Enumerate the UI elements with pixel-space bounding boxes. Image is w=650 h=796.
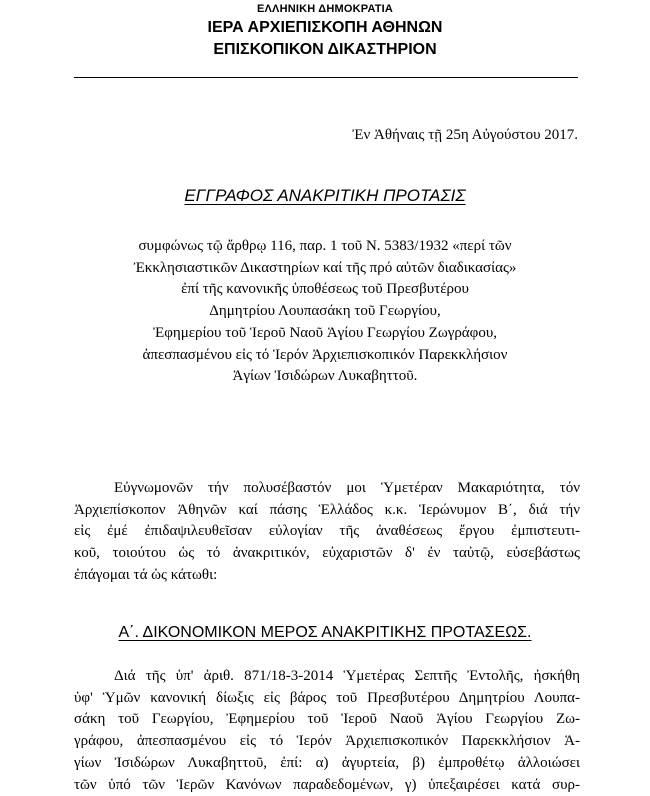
intro-line: εἰς ἐμέ ἐπιδαψιλευθεῖσαν εὐλογίαν τῆς ἀναθέσεως ἔργου ἐμπιστευτι- xyxy=(74,523,580,540)
subtitle-line: συμφώνως τῷ ἄρθρῳ 116, παρ. 1 τοῦ Ν. 5383/1932 «περί τῶν xyxy=(138,238,512,254)
section-heading: Α΄. ΔΙΚΟΝΟΜΙΚΟΝ ΜΕΡΟΣ ΑΝΑΚΡΙΤΙΚΗΣ ΠΡΟΤΑΣΕΩΣ. xyxy=(118,624,532,641)
subtitle-line: ἐπί τῆς κανονικῆς ὑποθέσεως τοῦ Πρεσβυτέρου xyxy=(181,281,469,298)
body-line: Διά τῆς ὑπ' ἀριθ. 871/18-3-2014 Ὑμετέρας Σεπτῆς Ἐντολῆς, ἠσκήθη xyxy=(114,668,580,684)
subtitle-block xyxy=(90,236,560,388)
subtitle-line: Ἐκκλησιαστικῶν Δικαστηρίων καί τῆς πρό αὐτῶν διαδικασίας» xyxy=(133,259,517,276)
body-line: σάκη τοῦ Γεωργίου, Ἐφημερίου τοῦ Ἱεροῦ Ναοῦ Ἁγίου Γεωργίου Ζω- xyxy=(74,711,580,728)
subtitle-line: Δημητρίου Λουπασάκη τοῦ Γεωργίου, xyxy=(209,303,441,320)
subtitle-line: Ἐφημερίου τοῦ Ἱεροῦ Ναοῦ Ἁγίου Γεωργίου Ζωγράφου, xyxy=(152,324,498,341)
intro-line: Ἀρχιεπίσκοπον Ἀθηνῶν καί πάσης Ἑλλάδος κ.κ. Ἱερώνυμον Β΄, διά τήν xyxy=(74,501,580,518)
intro-paragraph xyxy=(74,478,580,587)
document-title: ΕΓΓΡΑΦΟΣ ΑΝΑΚΡΙΤΙΚΗ ΠΡΟΤΑΣΙΣ xyxy=(184,186,466,205)
header-court: ΕΠΙΣΚΟΠΙΚΟΝ ΔΙΚΑΣΤΗΡΙΟΝ xyxy=(213,41,437,58)
intro-line: κοῦ, τοιούτου ὡς τό ἀνακριτικόν, εὐχαριστῶν δ' ἐν ταὐτῷ, εὐσεβάστως xyxy=(74,545,580,562)
body-paragraph xyxy=(74,666,580,796)
body-line: τῶν ὑπό τῶν Ἱερῶν Κανόνων παραδεδομένων, γ) ὑπεξαιρέσει κατά συρ- xyxy=(74,776,580,793)
intro-line: Εὐγνωμονῶν τήν πολυσέβαστόν μοι Ὑμετέραν Μακαριότητα, τόν xyxy=(114,480,580,496)
header-country: ΕΛΛΗΝΙΚΗ ΔΗΜΟΚΡΑΤΙΑ xyxy=(256,3,394,15)
subtitle-line: Ἁγίων Ἰσιδώρων Λυκαβηττοῦ. xyxy=(232,368,418,385)
intro-line: ἐπάγομαι τά ὡς κάτωθι: xyxy=(74,566,218,583)
body-line: γράφου, ἀπεσπασμένου εἰς τό Ἱερόν Ἀρχιεπισκοπικόν Παρεκκλήσιον Ἁ- xyxy=(74,733,580,750)
subtitle-line: ἀπεσπασμένου εἰς τό Ἱερόν Ἀρχιεπισκοπικόν Παρεκκλήσιον xyxy=(142,346,508,363)
header-divider xyxy=(74,77,578,78)
body-line: ὑφ' Ὑμῶν κανονική δίωξις εἰς βάρος τοῦ Πρεσβυτέρου Δημητρίου Λουπα- xyxy=(74,689,580,706)
header-archdiocese: ΙΕΡΑ ΑΡΧΙΕΠΙΣΚΟΠΗ ΑΘΗΝΩΝ xyxy=(207,19,443,36)
body-line: γίων Ἰσιδώρων Λυκαβηττοῦ, ἐπί: α) ἀγυρτεία, β) ἐμπροθέτῳ ἀλλοιώσει xyxy=(74,754,580,771)
date-line: Ἐν Ἀθήναις τῇ 25η Αὐγούστου 2017. xyxy=(352,127,578,143)
